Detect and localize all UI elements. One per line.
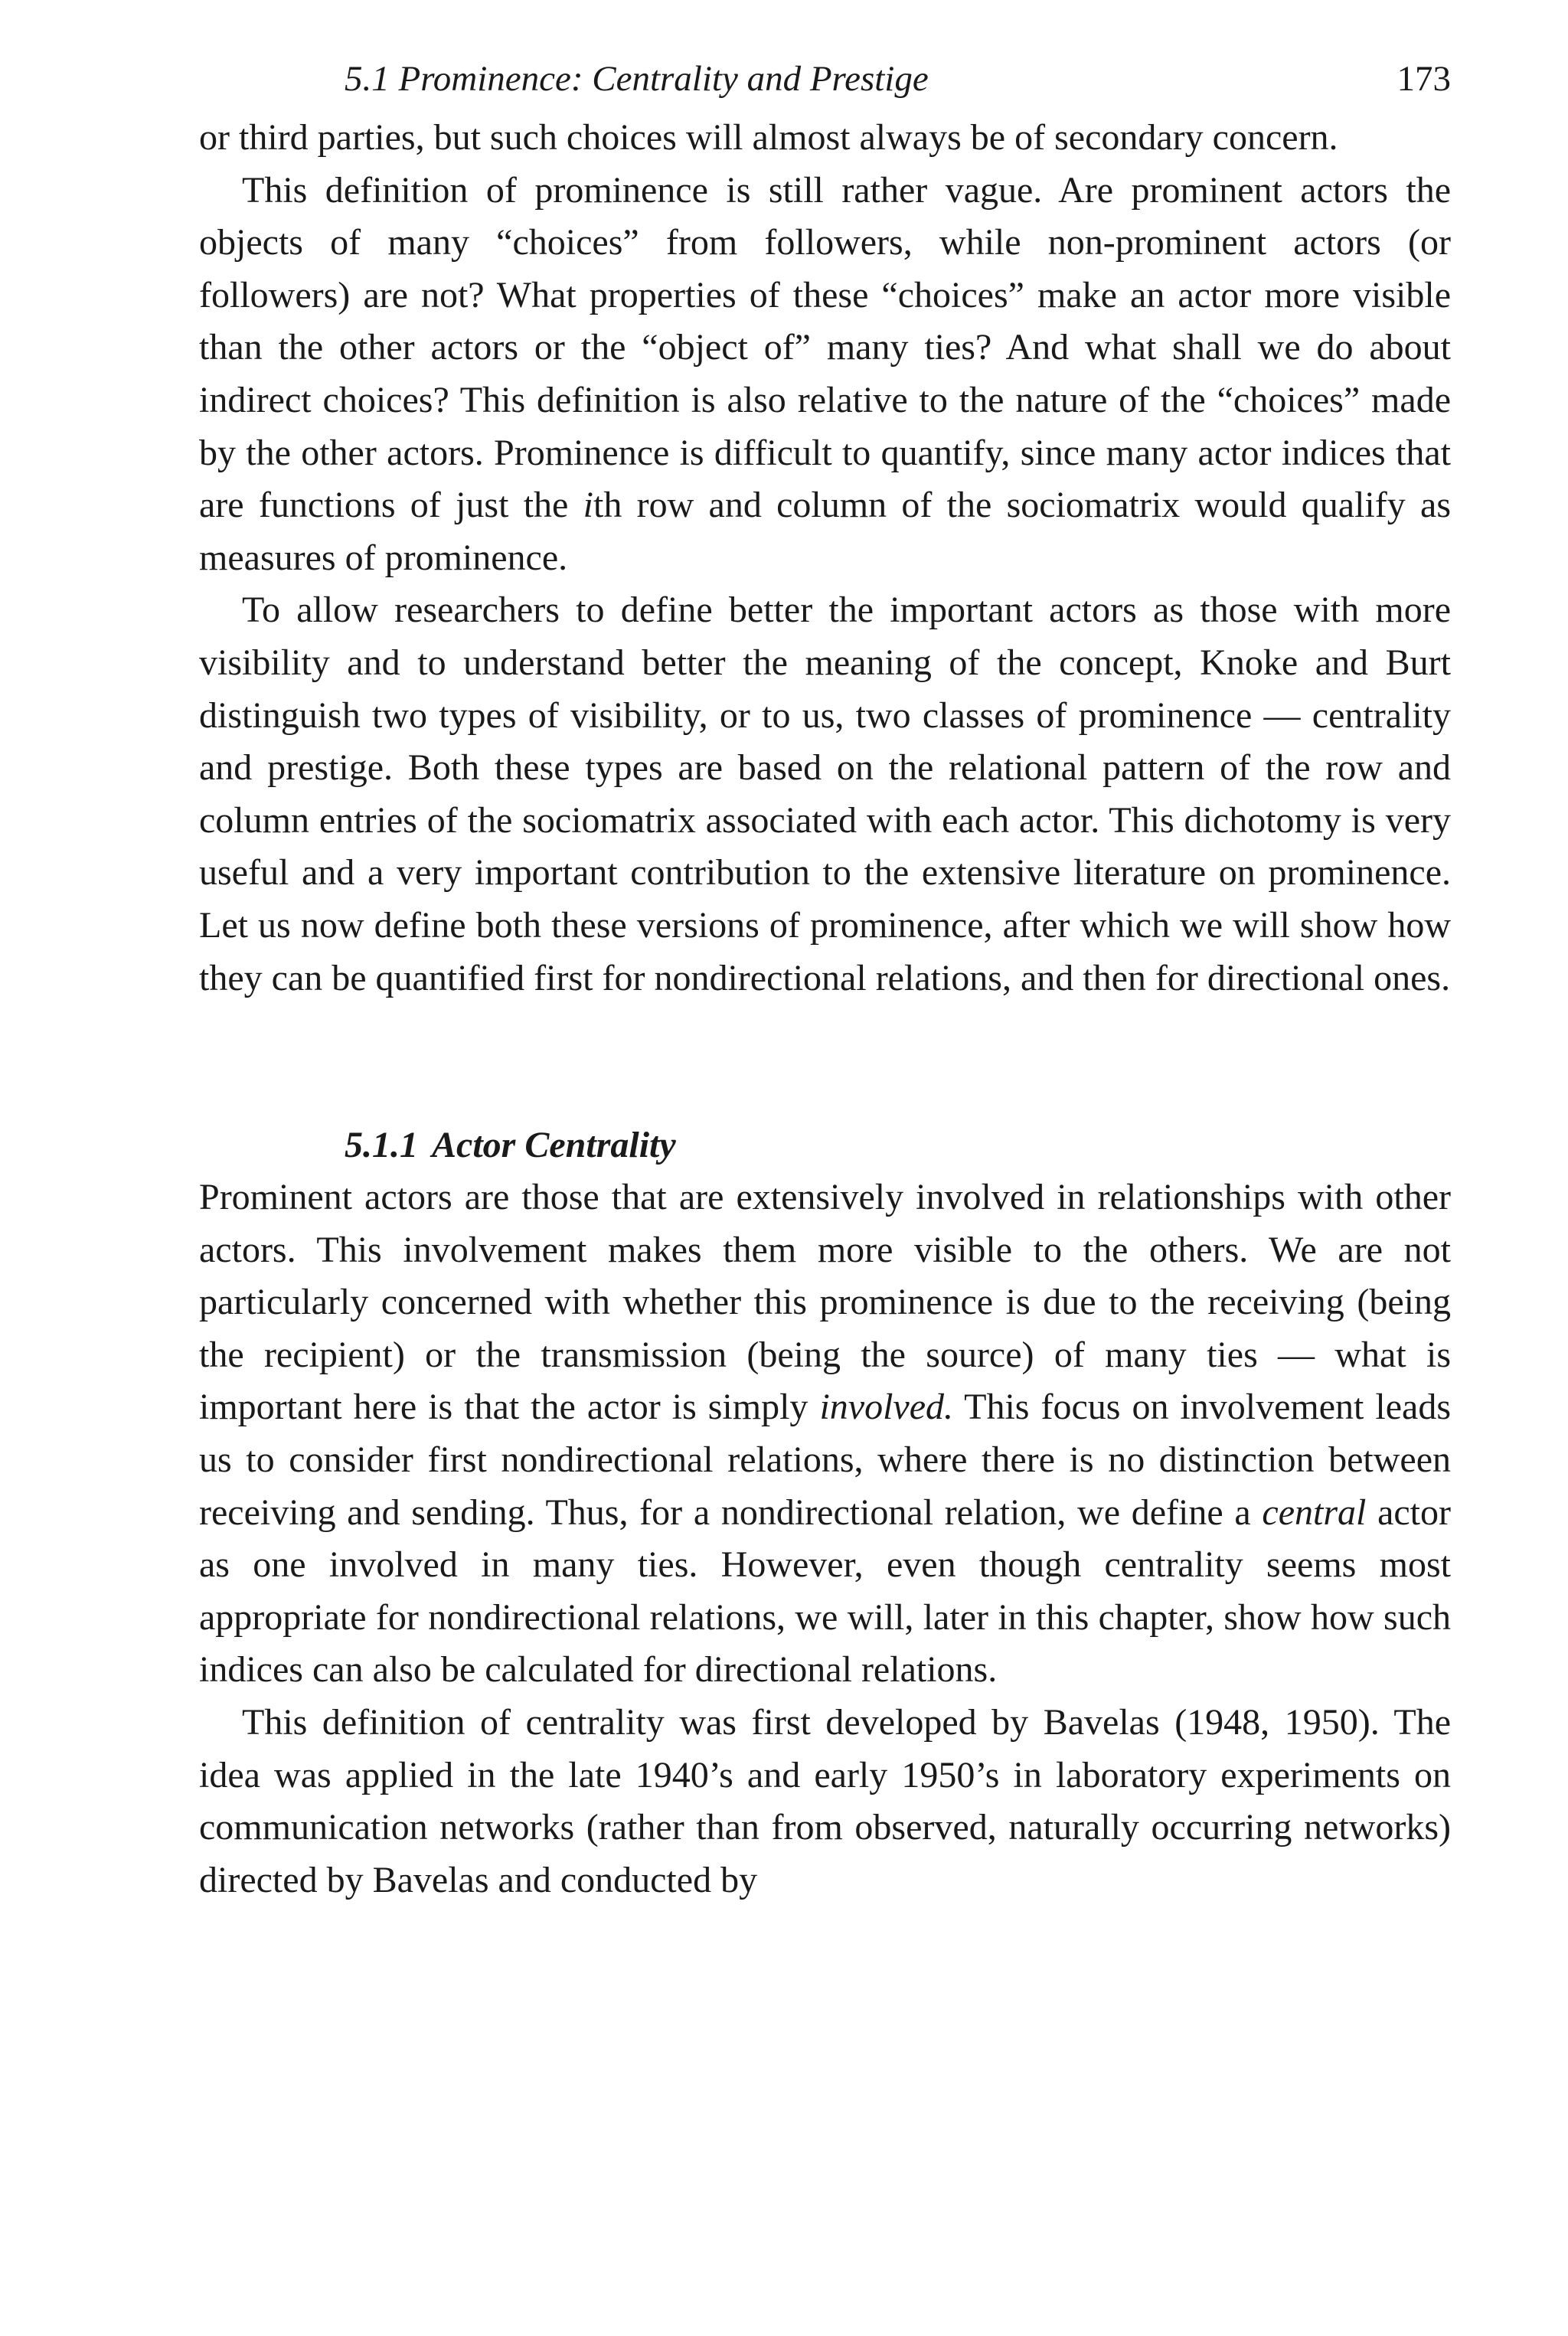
italic-text: i: [583, 485, 593, 526]
running-head-title: 5.1 Prominence: Centrality and Prestige: [345, 59, 929, 99]
text-run: This focus on involvement leads us to consider first nondirectional relations, where there is no distinction between receiving and sending. Thus, for a nondirectional relation, we define a: [199, 1387, 1452, 1533]
running-head: [199, 46, 1451, 112]
text-run: This definition of centrality was first developed by Bavelas (1948, 1950). The idea was applied in the late 1940’s and early 1950’s in laboratory experiments on communication networks (rather than from observed, naturally occurring networks) directed by Bavelas and conducted by: [199, 1702, 1451, 1900]
paragraph: [199, 1171, 1451, 1697]
text-run: To allow researchers to define better the important actors as those with more visibility and to understand better the meaning of the concept, Knoke and Burt distinguish two types of visibility, or to us, two classes of prominence — centrality and prestige. Both these types are based on the relational pattern of the row and column entries of the sociomatrix associated with each actor. This dichotomy is very useful and a very important contribution to the extensive literature on prominence. Let us now define both these versions of prominence, after which we will show how they can be quantified first for nondirectional relations, and then for directional ones.: [199, 590, 1451, 998]
paragraph: [199, 1697, 1451, 1906]
section-body-text: [199, 1171, 1451, 1906]
paragraph: [199, 584, 1451, 1005]
section-spacer: [199, 1005, 1451, 1119]
paragraph: [199, 112, 1451, 165]
italic-text: central: [1262, 1491, 1367, 1533]
text-run: th row and column of the sociomatrix would qualify as measures of prominence.: [199, 485, 1451, 578]
book-page: [199, 46, 1451, 1906]
body-text: [199, 112, 1451, 1005]
paragraph: [199, 165, 1451, 585]
section-heading: [199, 1119, 1451, 1171]
text-run: actor as one involved in many ties. However, even though centrality seems most appropriate for nondirectional relations, we will, later in this chapter, show how such indices can also be calculated for directional relations.: [199, 1491, 1451, 1691]
text-run: This definition of prominence is still rather vague. Are prominent actors the objects of many “choices” from followers, while non-prominent actors (or followers) are not? What properties of these “choices” make an actor more visible than the other actors or the “object of” many ties? And what shall we do about indirect choices? This definition is also relative to the nature of the “choices” made by the other actors. Prominence is difficult to quantify, since many actor indices that are functions of just the: [199, 169, 1451, 526]
text-run: or third parties, but such choices will almost always be of secondary concern.: [199, 117, 1338, 158]
section-title: Actor Centrality: [432, 1125, 676, 1166]
text-run: Prominent actors are those that are extensively involved in relationships with other actors. This involvement makes them more visible to the others. We are not particularly concerned with whether this prominence is due to the receiving (being the recipient) or the transmission (being the source) of many ties — what is important here is that the actor is simply: [199, 1177, 1451, 1428]
italic-text: involved.: [819, 1387, 954, 1428]
page-number: 173: [1396, 59, 1451, 99]
section-number: 5.1.1: [345, 1125, 418, 1166]
